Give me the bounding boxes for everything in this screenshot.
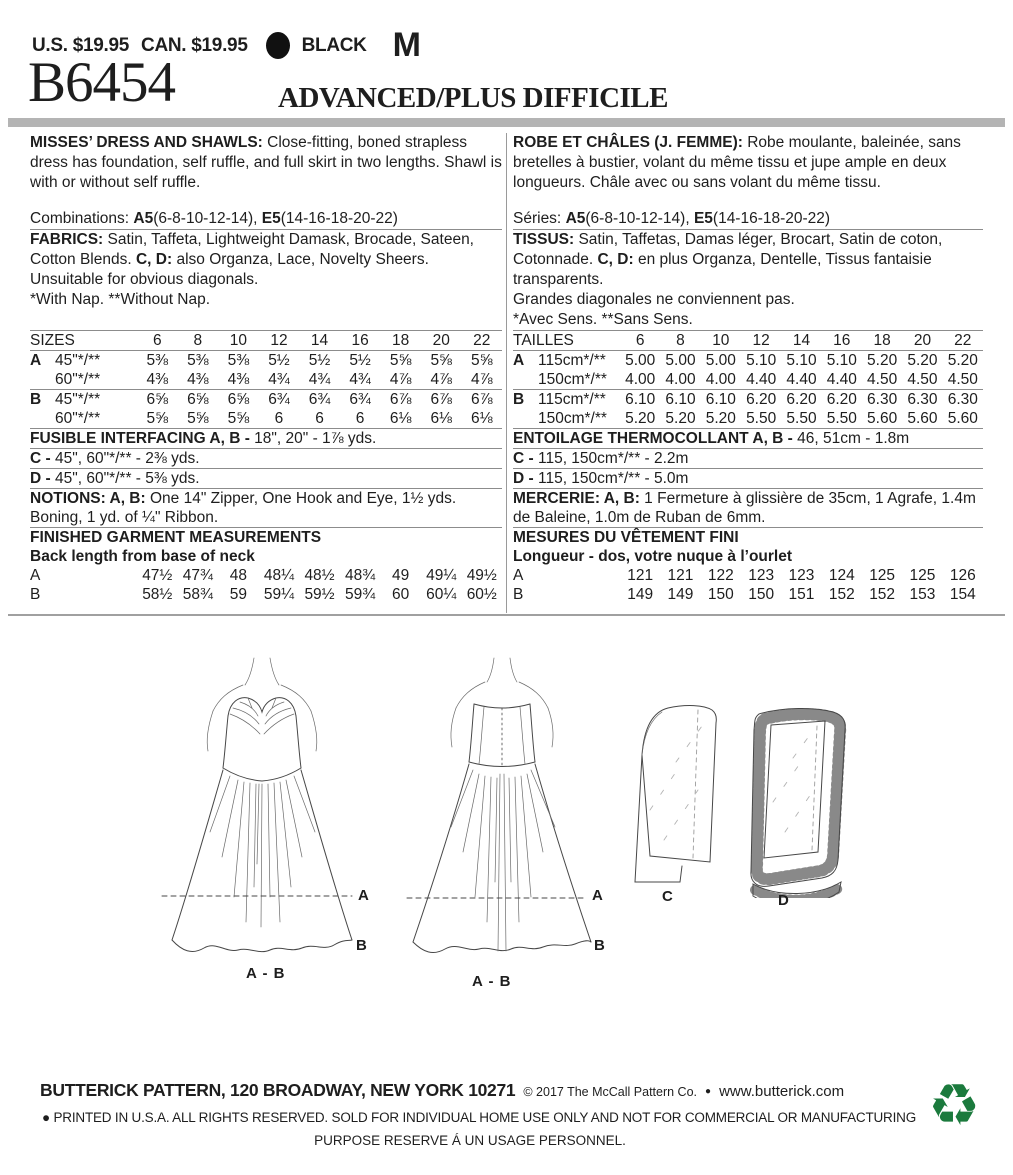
table-cell: 6⅞: [389, 391, 412, 408]
table-cell: 49: [392, 567, 410, 584]
price-us: U.S. $19.95: [32, 34, 130, 56]
english-column: [30, 133, 502, 604]
table-cell: 121: [627, 567, 654, 584]
table-cell: 6.30: [947, 391, 978, 408]
table-row: [30, 390, 502, 409]
table-cell: 125: [909, 567, 936, 584]
table-cell: 5.00: [625, 352, 656, 369]
front-length-b-label: B: [356, 937, 367, 954]
table-row: [513, 351, 983, 370]
table-cell: 5.50: [826, 410, 857, 427]
dress-front-illustration: [160, 652, 370, 992]
row-label: 60"*/**: [55, 371, 101, 388]
french-nap-note: *Avec Sens. **Sans Sens.: [513, 311, 693, 328]
table-row: [513, 409, 983, 428]
table-cell: 4.40: [826, 371, 857, 388]
table-cell: 5⅜: [187, 352, 209, 369]
table-group-a: [513, 351, 983, 390]
table-cell: 60½: [466, 586, 497, 603]
english-fabrics: FABRICS: Satin, Taffeta, Lightweight Damask, Brocade, Sateen, Cotton Blends. C, D: also Organza, Lace, Novelty Sheers.: [30, 231, 474, 268]
french-yardage-table: [513, 330, 983, 429]
table-cell: 4.40: [746, 371, 777, 388]
table-cell: 6: [274, 410, 284, 427]
row-values: [137, 585, 502, 604]
table-cell: 154: [949, 586, 976, 603]
table-cell: 5½: [268, 352, 290, 369]
table-group-a: [30, 351, 502, 390]
black-swatch-dot-icon: [266, 32, 290, 59]
price-can: CAN. $19.95: [141, 34, 248, 56]
row-values: [620, 566, 983, 585]
table-cell: 123: [748, 567, 775, 584]
row-label: 115cm*/**: [538, 352, 606, 369]
table-cell: 4.40: [786, 371, 817, 388]
header-divider-bar: [8, 118, 1005, 127]
table-cell: 6.20: [786, 391, 817, 408]
table-cell: 47¾: [182, 567, 213, 584]
table-cell: 5⅝: [389, 352, 412, 369]
table-cell: 124: [828, 567, 855, 584]
back-length-a-label: A: [592, 887, 603, 904]
table-cell: 5⅜: [227, 352, 250, 369]
table-cell: 12: [752, 332, 770, 349]
row-key: A: [513, 567, 524, 584]
row-values: [620, 409, 983, 428]
english-notions: NOTIONS: A, B: One 14" Zipper, One Hook and Eye, 1½ yds. Boning, 1 yd. of ¼" Ribbon.: [30, 489, 502, 528]
table-cell: 10: [712, 332, 730, 349]
table-cell: 4⅜: [146, 371, 169, 388]
shawl-c-label: C: [662, 888, 673, 905]
table-cell: 6⅝: [187, 391, 209, 408]
table-cell: 5.20: [705, 410, 736, 427]
english-view-c-line: C - 45", 60"*/** - 2⅜ yds.: [30, 449, 502, 469]
table-cell: 5.20: [907, 352, 938, 369]
row-values: [620, 585, 983, 604]
table-cell: 6.30: [907, 391, 938, 408]
table-cell: 59½: [304, 586, 335, 603]
english-finished-subtitle: Back length from base of neck: [30, 548, 255, 565]
dress-back-illustration: [405, 652, 605, 992]
table-cell: 4⅞: [471, 371, 493, 388]
row-key: B: [513, 391, 525, 408]
french-finished-subtitle: Longueur - dos, votre nuque à l’ourlet: [513, 548, 793, 565]
table-cell: 5.00: [705, 352, 736, 369]
table-cell: 151: [788, 586, 815, 603]
table-cell: 5⅝: [227, 410, 250, 427]
table-cell: 58¾: [182, 586, 213, 603]
table-cell: 20: [913, 332, 932, 349]
row-key: A: [513, 352, 525, 369]
back-length-b-label: B: [594, 937, 605, 954]
table-cell: 6.10: [705, 391, 736, 408]
table-cell: 12: [270, 332, 288, 349]
table-cell: 149: [667, 586, 694, 603]
french-unsuitable-note: Grandes diagonales ne conviennent pas.: [513, 291, 795, 308]
table-cell: 6: [355, 410, 365, 427]
swatch-label: BLACK: [301, 34, 367, 56]
row-key: A: [30, 567, 41, 584]
table-cell: 4.50: [947, 371, 978, 388]
table-cell: 5.10: [826, 352, 857, 369]
table-row: [513, 390, 983, 409]
table-cell: 153: [909, 586, 936, 603]
table-cell: 5.20: [867, 352, 898, 369]
french-view-d-line: D - 115, 150cm*/** - 5.0m: [513, 469, 983, 489]
table-cell: 121: [667, 567, 694, 584]
table-cell: 149: [627, 586, 654, 603]
row-values: [137, 370, 502, 389]
table-cell: 4.00: [705, 371, 736, 388]
row-values: [620, 351, 983, 370]
size-header-cells: [620, 331, 983, 350]
french-fabrics: TISSUS: Satin, Taffetas, Damas léger, Brocart, Satin de coton, Cotonnade. C, D: en plus Organza, Dentelle, Tissus fantaisie transparents.: [513, 231, 943, 288]
table-cell: 4⅞: [389, 371, 412, 388]
table-cell: 152: [869, 586, 896, 603]
row-label: 150cm*/**: [538, 410, 607, 427]
table-cell: 6: [152, 332, 162, 349]
column-divider: [506, 133, 507, 613]
table-cell: 150: [748, 586, 775, 603]
table-cell: 48½: [304, 567, 335, 584]
table-cell: 4.00: [665, 371, 696, 388]
copyright-text: © 2017 The McCall Pattern Co.: [523, 1085, 698, 1099]
front-length-a-label: A: [358, 887, 369, 904]
table-row: [30, 370, 502, 389]
english-combinations: Combinations: A5(6-8-10-12-14), E5(14-16-18-20-22): [30, 209, 502, 230]
table-cell: 125: [869, 567, 896, 584]
table-row: [30, 351, 502, 370]
english-interfacing-line: FUSIBLE INTERFACING A, B - 18", 20" - 1⅞ yds.: [30, 429, 502, 449]
table-cell: 4¾: [349, 371, 371, 388]
table-cell: 6.10: [625, 391, 656, 408]
table-cell: 6⅝: [146, 391, 169, 408]
table-cell: 6⅝: [227, 391, 250, 408]
section-end-rule: [8, 614, 1005, 616]
table-title: SIZES: [30, 332, 75, 349]
french-view-c-line: C - 115, 150cm*/** - 2.2m: [513, 449, 983, 469]
table-cell: 5.10: [786, 352, 817, 369]
footer-legal-line: ● PRINTED IN U.S.A. ALL RIGHTS RESERVED. SOLD FOR INDIVIDUAL HOME USE ONLY AND NOT FOR COMMERCIAL OR MANUFACTURING: [42, 1110, 916, 1125]
shawl-d-illustration: [733, 702, 853, 898]
table-cell: 48¼: [263, 567, 295, 584]
table-cell: 60: [392, 586, 410, 603]
size-header-cells: [137, 331, 502, 350]
table-cell: 6⅞: [471, 391, 493, 408]
website-text: www.butterick.com: [719, 1083, 845, 1100]
table-cell: 14: [310, 332, 329, 349]
table-cell: 152: [828, 586, 855, 603]
table-cell: 16: [351, 332, 369, 349]
table-row: [513, 370, 983, 389]
french-interfacing-line: ENTOILAGE THERMOCOLLANT A, B - 46, 51cm - 1.8m: [513, 429, 983, 449]
table-cell: 6⅛: [471, 410, 493, 427]
shawl-d-label: D: [778, 892, 789, 909]
table-cell: 150: [707, 586, 734, 603]
table-cell: 4¾: [268, 371, 290, 388]
table-cell: 48¾: [345, 567, 376, 584]
recycle-icon: ♻: [928, 1071, 980, 1139]
table-cell: 8: [676, 332, 685, 349]
table-cell: 126: [949, 567, 976, 584]
measurement-row: [513, 566, 983, 585]
table-cell: 49½: [466, 567, 497, 584]
table-cell: 6.20: [746, 391, 777, 408]
table-cell: 6¾: [349, 391, 371, 408]
table-cell: 5⅝: [187, 410, 209, 427]
table-cell: 6: [635, 332, 645, 349]
english-unsuitable-note: Unsuitable for obvious diagonals.: [30, 271, 259, 288]
table-cell: 20: [432, 332, 450, 349]
table-cell: 6.30: [867, 391, 898, 408]
table-cell: 5½: [308, 352, 331, 369]
row-key: B: [30, 586, 41, 603]
row-label: 150cm*/**: [538, 371, 607, 388]
french-notions: MERCERIE: A, B: 1 Fermeture à glissière de 35cm, 1 Agrafe, 1.4m de Baleine, 1.0m de Ruban de 6mm.: [513, 489, 983, 528]
table-cell: 22: [473, 332, 491, 349]
difficulty-label: ADVANCED/PLUS DIFFICILE: [278, 82, 668, 114]
french-intro: [513, 133, 983, 330]
table-cell: 5½: [349, 352, 371, 369]
table-cell: 48: [229, 567, 248, 584]
table-cell: 8: [193, 332, 203, 349]
english-description: MISSES’ DRESS AND SHAWLS: Close-fitting, boned strapless dress has foundation, self ruffle, and full skirt in two lengths. Shawl is with or without self ruffle.: [30, 134, 502, 191]
table-cell: 5.10: [746, 352, 777, 369]
table-cell: 6¾: [308, 391, 331, 408]
table-header-row: [513, 331, 983, 351]
row-values: [137, 390, 502, 409]
table-cell: 4¾: [308, 371, 331, 388]
pattern-number: B6454: [28, 51, 176, 114]
spacer: [513, 193, 983, 209]
french-description: ROBE ET CHÂLES (J. FEMME): Robe moulante, baleinée, sans bretelles à bustier, volant du même tissu et jupe ample en deux longueurs. Châle avec ou sans volant du même tissu.: [513, 134, 961, 191]
row-label: 45"*/**: [55, 352, 101, 369]
table-cell: 18: [873, 332, 891, 349]
front-view-caption: A - B: [246, 965, 286, 982]
table-cell: 60¼: [426, 586, 457, 603]
publisher-address: BUTTERICK PATTERN, 120 BROADWAY, NEW YORK 10271: [40, 1080, 516, 1100]
table-cell: 5.20: [625, 410, 656, 427]
table-cell: 5.60: [907, 410, 938, 427]
table-cell: 5⅝: [146, 410, 169, 427]
row-values: [620, 390, 983, 409]
table-cell: 49¼: [426, 567, 457, 584]
mccalls-logo: M: [392, 26, 420, 64]
table-cell: 4.00: [625, 371, 656, 388]
spacer: [30, 193, 502, 209]
table-cell: 5.00: [665, 352, 696, 369]
table-cell: 123: [788, 567, 815, 584]
row-label: 45"*/**: [55, 391, 101, 408]
table-cell: 47½: [142, 567, 173, 584]
table-cell: 5.20: [665, 410, 696, 427]
table-cell: 122: [707, 567, 734, 584]
table-group-b: [30, 390, 502, 429]
table-cell: 5.50: [746, 410, 777, 427]
row-label: 115cm*/**: [538, 391, 606, 408]
row-key: B: [513, 586, 524, 603]
french-combinations: Séries: A5(6-8-10-12-14), E5(14-16-18-20-22): [513, 209, 983, 230]
table-cell: 16: [833, 332, 851, 349]
table-cell: 5⅝: [471, 352, 493, 369]
table-cell: 4.50: [867, 371, 898, 388]
measurement-row: [513, 585, 983, 604]
english-nap-note: *With Nap. **Without Nap.: [30, 291, 211, 308]
table-cell: 6⅛: [389, 410, 412, 427]
table-cell: 5⅜: [146, 352, 169, 369]
table-title: TAILLES: [513, 332, 574, 349]
table-cell: 4.50: [907, 371, 938, 388]
row-values: [620, 370, 983, 389]
back-view-caption: A - B: [472, 973, 512, 990]
table-cell: 5.60: [947, 410, 978, 427]
footer-legal-line2: PURPOSE RESERVE Á UN USAGE PERSONNEL.: [314, 1133, 626, 1148]
table-cell: 4⅜: [187, 371, 209, 388]
table-cell: 5.20: [947, 352, 978, 369]
table-cell: 14: [792, 332, 811, 349]
row-values: [137, 409, 502, 428]
english-view-d-line: D - 45", 60"*/** - 5⅜ yds.: [30, 469, 502, 489]
row-values: [137, 351, 502, 370]
table-cell: 5.60: [867, 410, 898, 427]
table-cell: 18: [392, 332, 410, 349]
table-cell: 5⅝: [430, 352, 452, 369]
french-finished-title: MESURES DU VÊTEMENT FINI: [513, 529, 739, 546]
table-cell: 4⅜: [227, 371, 250, 388]
row-label: 60"*/**: [55, 410, 101, 427]
english-finished-title: FINISHED GARMENT MEASUREMENTS: [30, 529, 322, 546]
row-key: A: [30, 352, 42, 369]
row-key: B: [30, 391, 42, 408]
table-cell: 10: [229, 332, 248, 349]
measurement-row: [30, 566, 502, 585]
table-cell: 6: [315, 410, 324, 427]
english-intro: [30, 133, 502, 330]
table-cell: 6⅛: [430, 410, 452, 427]
table-cell: 22: [954, 332, 972, 349]
table-cell: 58½: [142, 586, 173, 603]
bullet-icon: ●: [705, 1086, 712, 1097]
table-cell: 59¾: [345, 586, 376, 603]
table-cell: 6.20: [826, 391, 857, 408]
table-cell: 59: [229, 586, 248, 603]
row-values: [137, 566, 502, 585]
table-cell: 5.50: [786, 410, 817, 427]
table-header-row: [30, 331, 502, 351]
table-group-b: [513, 390, 983, 429]
table-cell: 6⅞: [430, 391, 452, 408]
table-cell: 6¾: [268, 391, 290, 408]
english-yardage-table: [30, 330, 502, 429]
table-cell: 4⅞: [430, 371, 452, 388]
table-cell: 6.10: [665, 391, 696, 408]
footer-publisher-line: [40, 1080, 900, 1101]
shawl-c-illustration: [630, 700, 735, 895]
table-row: [30, 409, 502, 428]
table-cell: 59¼: [263, 586, 295, 603]
measurement-row: [30, 585, 502, 604]
french-column: [513, 133, 983, 604]
